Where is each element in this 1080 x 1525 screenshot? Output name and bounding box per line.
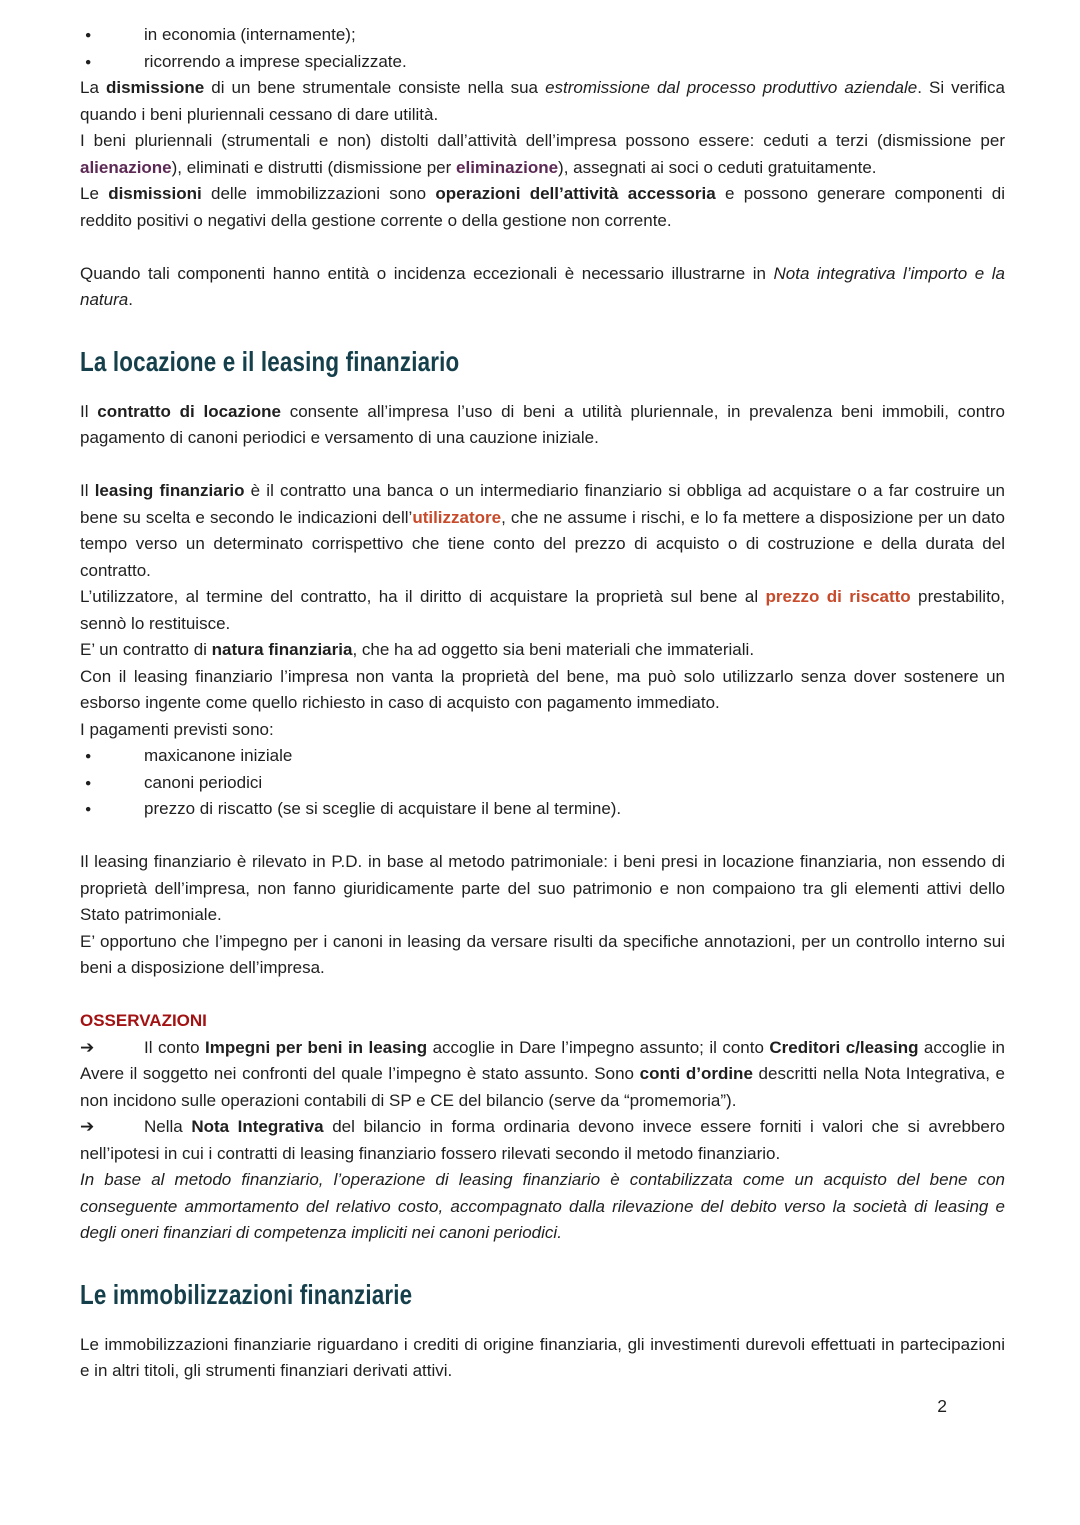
paragraph-prezzo-riscatto bbox=[80, 584, 1005, 637]
text-segment: estromissione dal processo produttivo aziendale bbox=[545, 78, 918, 97]
text-segment: utilizzatore bbox=[412, 507, 502, 527]
text-segment: Nota Integrativa bbox=[191, 1117, 324, 1136]
bullet-icon: ● bbox=[85, 55, 92, 68]
paragraph-dismissioni-operazioni bbox=[80, 181, 1005, 234]
section-heading-text: Le immobilizzazioni finanziarie bbox=[80, 1278, 413, 1310]
text-segment: Le bbox=[80, 184, 109, 203]
text-segment: dismissione bbox=[105, 78, 205, 97]
paragraph-metodo-patrimoniale bbox=[80, 849, 1005, 929]
text-segment: . bbox=[128, 290, 133, 309]
text-segment: . Si verifica quando i beni pluriennali cessano di dare utilità. bbox=[80, 78, 1005, 124]
text-segment: maxicanone iniziale bbox=[144, 746, 293, 765]
text-segment: dismissioni bbox=[108, 184, 202, 203]
text-segment: ricorrendo a imprese specializzate. bbox=[144, 51, 407, 71]
text-segment: canoni periodici bbox=[144, 772, 263, 792]
text-segment: Nella bbox=[144, 1117, 192, 1136]
bullet-item bbox=[80, 770, 1005, 797]
paragraph-pagamenti-previsti bbox=[80, 717, 1005, 744]
text-segment: operazioni dell’attività accessoria bbox=[435, 184, 716, 203]
page-number-row bbox=[80, 1393, 1005, 1420]
text-segment: Impegni per beni in leasing bbox=[205, 1037, 428, 1057]
text-segment: leasing finanziario bbox=[94, 481, 245, 500]
text-segment: accoglie in Avere il soggetto nei confronti del quale l’impegno è stato assunto. Sono bbox=[80, 1037, 1005, 1083]
text-segment: Nota integrativa l’importo e la natura bbox=[80, 263, 1005, 309]
paragraph-natura-finanziaria bbox=[80, 637, 1005, 664]
bullet-icon: ● bbox=[85, 803, 92, 815]
text-segment: ), assegnati ai soci o ceduti gratuitamente. bbox=[558, 157, 877, 177]
list-marker bbox=[80, 770, 144, 797]
paragraph-immobilizzazioni bbox=[80, 1332, 1005, 1385]
text-segment: Il leasing finanziario è rilevato in P.D. in base al metodo patrimoniale: i beni presi in locazione finanziaria, non essendo di proprietà dell’impresa, non fanno giuridicamente parte del suo patrimonio e non compaiono tra gli elementi attivi dello Stato patrimoniale. bbox=[80, 852, 1005, 924]
text-segment: delle immobilizzazioni sono bbox=[201, 184, 436, 203]
text-segment: è il contratto una banca o un intermediario finanziario si obbliga ad acquistare o a far costruire un bene su scelta e secondo le indicazioni dell’ bbox=[80, 481, 1005, 527]
paragraph-impegno-canoni bbox=[80, 929, 1005, 982]
text-segment: In base al metodo finanziario, l’operazione di leasing finanziario è contabilizzata come un acquisto del bene con conseguente ammortamento del relativo costo, accompagnato dalla rilevazione del debito verso la società di leasing e degli oneri finanziari di competenza impliciti nei canoni periodici. bbox=[80, 1170, 1005, 1242]
list-marker bbox=[80, 1035, 144, 1062]
paragraph-contratto-locazione bbox=[80, 399, 1005, 452]
bullet-item bbox=[80, 743, 1005, 770]
text-segment: Quando tali componenti hanno entità o incidenza eccezionali è necessario illustrarne in bbox=[80, 263, 774, 283]
text-segment: descritti nella Nota Integrativa, e non incidono sulle operazioni contabili di SP e CE del bilancio (serve da “promemoria”). bbox=[80, 1064, 1005, 1110]
text-segment: e possono generare componenti di reddito positivi o negativi della gestione corrente o della gestione non corrente. bbox=[80, 184, 1005, 230]
paragraph-beni-pluriennali bbox=[80, 128, 1005, 181]
text-segment: accoglie in Dare l’impegno assunto; il conto bbox=[427, 1037, 770, 1057]
blank-line bbox=[80, 452, 1005, 479]
list-marker bbox=[80, 743, 144, 770]
text-segment: consente all’impresa l’uso di beni a utilità pluriennale, in prevalenza beni immobili, contro pagamento di canoni periodici e versamento di una cauzione iniziale. bbox=[80, 401, 1005, 447]
text-segment: E’ opportuno che l’impegno per i canoni in leasing da versare risulti da specifiche annotazioni, per un controllo interno sui beni a disposizione dell’impresa. bbox=[80, 931, 1005, 977]
bullet-item bbox=[80, 796, 1005, 823]
text-segment: eliminazione bbox=[456, 157, 559, 177]
paragraph-nota-integrativa bbox=[80, 261, 1005, 314]
text-segment: Il bbox=[80, 401, 98, 421]
text-segment: I beni pluriennali (strumentali e non) distolti dall’attività dell’impresa possono essere: ceduti a terzi (dismissione per bbox=[80, 131, 1005, 150]
text-segment: conti d’ordine bbox=[639, 1064, 753, 1083]
blank-line bbox=[80, 982, 1005, 1009]
section-heading-locazione-leasing bbox=[80, 344, 1005, 385]
text-segment: , che ne assume i rischi, e lo fa mettere a disposizione per un dato tempo verso un determinato corrispettivo che tiene conto del prezzo di acquisto o di costruzione e della durata del contratto. bbox=[80, 507, 1006, 580]
text-segment: , che ha ad oggetto sia beni materiali che immateriali. bbox=[352, 640, 755, 659]
list-marker bbox=[80, 1114, 144, 1141]
list-marker bbox=[80, 22, 144, 49]
text-segment: Con il leasing finanziario l’impresa non vanta la proprietà del bene, ma può solo utilizzarlo senza dover sostenere un esborso ingente come quello richiesto in caso di acquisto con pagamento immediato. bbox=[80, 666, 1005, 712]
bullet-item bbox=[80, 49, 1005, 76]
section-heading-immobilizzazioni bbox=[80, 1277, 1005, 1318]
text-segment: Il bbox=[80, 481, 95, 500]
paragraph-proprieta-bene bbox=[80, 664, 1005, 717]
text-segment: prezzo di riscatto (se si sceglie di acquistare il bene al termine). bbox=[144, 799, 622, 818]
arrow-icon: ➔ bbox=[80, 1037, 95, 1057]
text-segment: Creditori c/leasing bbox=[769, 1037, 919, 1057]
bullet-item bbox=[80, 22, 1005, 49]
text-segment: ), eliminati e distrutti (dismissione per bbox=[171, 157, 457, 177]
paragraph-dismissione bbox=[80, 75, 1005, 128]
paragraph-metodo-finanziario bbox=[80, 1167, 1005, 1247]
osservazioni-label bbox=[80, 1008, 1005, 1035]
text-segment: contratto di locazione bbox=[97, 401, 281, 421]
text-segment: La bbox=[80, 78, 106, 97]
text-segment: di un bene strumentale consiste nella sua bbox=[204, 78, 546, 97]
document-body bbox=[80, 22, 1005, 1419]
arrow-item-nota-integrativa bbox=[80, 1114, 1005, 1167]
text-segment: Il conto bbox=[144, 1037, 206, 1057]
page-number: 2 bbox=[937, 1395, 947, 1416]
blank-line bbox=[80, 823, 1005, 850]
list-marker bbox=[80, 49, 144, 76]
paragraph-leasing-finanziario bbox=[80, 478, 1005, 584]
text-segment: E’ un contratto di bbox=[80, 640, 212, 659]
text-segment: alienazione bbox=[80, 157, 172, 177]
list-marker bbox=[80, 796, 144, 823]
arrow-icon: ➔ bbox=[80, 1117, 95, 1136]
text-segment: prestabilito, sennò lo restituisce. bbox=[80, 587, 1005, 633]
bullet-icon: ● bbox=[85, 29, 92, 41]
text-segment: in economia (internamente); bbox=[144, 25, 356, 44]
bullet-icon: ● bbox=[85, 776, 92, 789]
text-segment: natura finanziaria bbox=[211, 640, 353, 659]
text-segment: prezzo di riscatto bbox=[765, 587, 911, 606]
text-segment: I pagamenti previsti sono: bbox=[80, 719, 274, 739]
bullet-icon: ● bbox=[85, 750, 92, 762]
arrow-item-conti-ordine bbox=[80, 1035, 1005, 1115]
section-heading-text: La locazione e il leasing finanziario bbox=[80, 345, 460, 377]
blank-line bbox=[80, 234, 1005, 261]
text-segment: del bilancio in forma ordinaria devono invece essere forniti i valori che si avrebbero nell’ipotesi in cui i contratti di leasing finanziario fossero rilevati secondo il metodo finanziario. bbox=[80, 1117, 1005, 1163]
text-segment: L’utilizzatore, al termine del contratto, ha il diritto di acquistare la proprietà sul bene al bbox=[80, 587, 766, 606]
text-segment: OSSERVAZIONI bbox=[80, 1011, 207, 1030]
text-segment: Le immobilizzazioni finanziarie riguardano i crediti di origine finanziaria, gli investimenti durevoli effettuati in partecipazioni e in altri titoli, gli strumenti finanziari derivati attivi. bbox=[80, 1334, 1005, 1380]
